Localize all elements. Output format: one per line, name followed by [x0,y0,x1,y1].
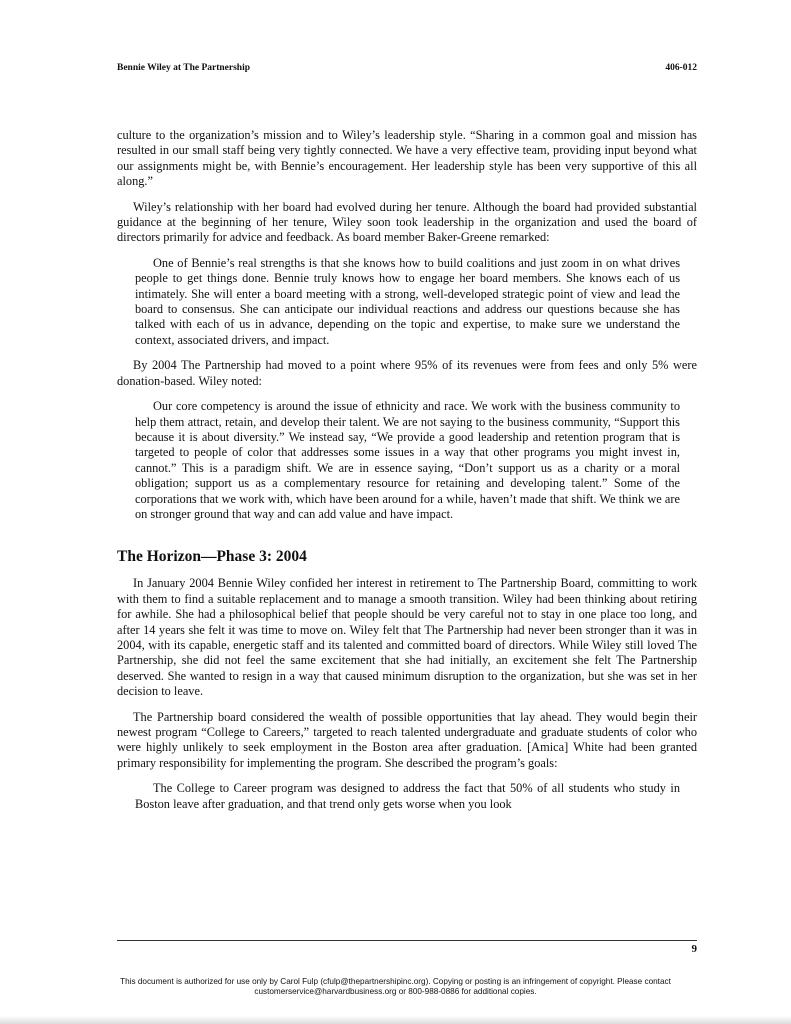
paragraph-1: culture to the organization’s mission and to Wiley’s leadership style. “Sharing in a common goal and mission has resulted in our small staff being very tightly connected. We have a very effective team, providing input beyond what our assignments might be, with Bennie’s encouragement. Her leadership style has been very supportive of this all along.” [117,128,697,189]
case-number: 406-012 [665,63,697,73]
section-heading: The Horizon—Phase 3: 2004 [117,548,307,566]
body-text [117,128,697,822]
paragraph-4: In January 2004 Bennie Wiley confided her interest in retirement to The Partnership Board, committing to work with them to find a suitable replacement and to manage a smooth transition. Wiley had been thinking about retiring for awhile. She had a philosophical belief that people should be very careful not to stay in one place too long, and after 14 years she felt it was time to move on. Wiley felt that The Partnership had never been stronger than it was in 2004, with its capable, energetic staff and its talented and committed board of directors. While Wiley still loved The Partnership, she did not feel the same excitement that she had initially, an excitement she felt The Partnership deserved. She wanted to resign in a way that caused minimum disruption to the organization, but she was set in her decision to leave. [117,576,697,699]
page-number: 9 [691,943,697,955]
notice-line-2: customerservice@harvardbusiness.org or 800-988-0886 for additional copies. [254,987,537,996]
block-quote-1: One of Bennie’s real strengths is that she knows how to build coalitions and just zoom in on what drives people to get things done. Bennie truly knows how to engage her board members. She knows each of us intimately. She will enter a board meeting with a strong, well-developed strategic point of view and lead the board to consensus. She can anticipate our individual reactions and address our questions because she has talked with each of us in advance, depending on the topic and expertise, to make sure we understand the context, associated drivers, and impact. [135,255,680,347]
header-title: Bennie Wiley at The Partnership [117,63,251,73]
running-header [117,63,697,73]
notice-line-1: This document is authorized for use only by Carol Fulp (cfulp@thepartnershipinc.org). Copying or posting is an infringement of copyright. Please contact [120,977,671,986]
paragraph-2: Wiley’s relationship with her board had evolved during her tenure. Although the board had provided substantial guidance at the beginning of her tenure, Wiley soon took leadership in the organization and used the board of directors primarily for advice and feedback. As board member Baker-Greene remarked: [117,199,697,245]
viewer-bottom-edge [0,1016,791,1024]
footer-rule [117,940,697,941]
paragraph-5: The Partnership board considered the wealth of possible opportunities that lay ahead. They would begin their newest program “College to Careers,” targeted to reach talented undergraduate and graduate students of color who were highly unlikely to seek employment in the Boston area after graduation. [Amica] White had been granted primary responsibility for implementing the program. She described the program’s goals: [117,709,697,770]
paragraph-3: By 2004 The Partnership had moved to a point where 95% of its revenues were from fees and only 5% were donation-based. Wiley noted: [117,358,697,388]
copyright-notice [60,977,731,997]
block-quote-2: Our core competency is around the issue of ethnicity and race. We work with the business community to help them attract, retain, and develop their talent. We are not saying to the business community, “Support this because it is about diversity.” We instead say, “We provide a good leadership and retention program that is targeted to people of color that addresses some issues in a way that other programs you might invest in, cannot.” This is a paradigm shift. We are in essence saying, “Don’t support us as a charity or a moral obligation; support us as a complementary resource for retaining and developing talent.” Some of the corporations that we work with, which have been around for a while, haven’t made that shift. We think we are on stronger ground that way and can add value and have impact. [135,399,680,521]
block-quote-3: The College to Career program was designed to address the fact that 50% of all students who study in Boston leave after graduation, and that trend only gets worse when you look [135,781,680,811]
